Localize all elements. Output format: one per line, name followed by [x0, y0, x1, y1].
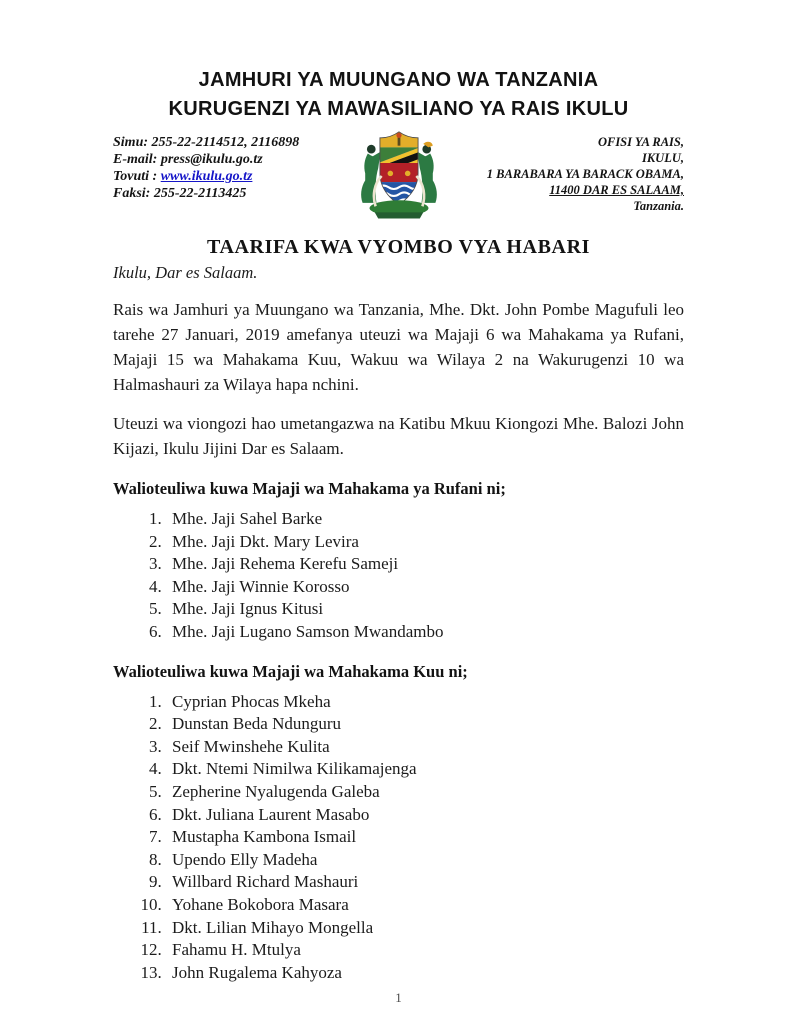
contact-phone: Simu: 255-22-2114512, 2116898 — [113, 135, 300, 150]
paragraph-announcement: Rais wa Jamhuri ya Muungano wa Tanzania, Mhe. Dkt. John Pombe Magufuli leo tarehe 27 Januari, 2019 amefanya uteuzi wa Majaji 6 wa Mahakama ya Rufani, Majaji 15 wa Mahakama Kuu, Wakuu wa Wilaya 2 na Wakurugenzi 10 wa Halmashauri za Wilaya hapa nchini. — [113, 300, 684, 394]
address-line: 1 BARABARA YA BARACK OBAMA, — [486, 167, 684, 181]
contact-email: E-mail: press@ikulu.go.tz — [113, 152, 263, 167]
page-footer — [113, 990, 684, 1006]
org-title-line2: KURUGENZI YA MAWASILIANO YA RAIS IKULU — [168, 98, 629, 120]
list-item: 4. Mhe. Jaji Winnie Korosso — [166, 576, 684, 599]
list-item: 6. Dkt. Juliana Laurent Masabo — [166, 804, 684, 827]
paragraph-spokesperson: Uteuzi wa viongozi hao umetangazwa na Katibu Mkuu Kiongozi Mhe. Balozi John Kijazi, Ikulu Jijini Dar es Salaam. — [113, 414, 684, 458]
list-item: 7. Mustapha Kambona Ismail — [166, 826, 684, 849]
address-line: OFISI YA RAIS, — [597, 135, 684, 149]
list-item: 9. Willbard Richard Mashauri — [166, 871, 684, 894]
crest-container — [343, 128, 455, 224]
list-item: 8. Upendo Elly Madeha — [166, 849, 684, 872]
contact-website-label: Tovuti : — [113, 169, 161, 184]
address-line: IKULU, — [641, 151, 684, 165]
address-line-postal: 11400 DAR ES SALAAM, — [549, 183, 684, 197]
list-item: 5. Mhe. Jaji Ignus Kitusi — [166, 598, 684, 621]
press-release-body — [113, 236, 684, 984]
list-item: 11. Dkt. Lilian Mihayo Mongella — [166, 917, 684, 940]
list-item: 12. Fahamu H. Mtulya — [166, 939, 684, 962]
org-title-line1: JAMHURI YA MUUNGANO WA TANZANIA — [198, 69, 599, 91]
appointee-list-kuu — [113, 691, 684, 985]
list-item: 2. Dunstan Beda Ndunguru — [166, 713, 684, 736]
list-item: 4. Dkt. Ntemi Nimilwa Kilikamajenga — [166, 758, 684, 781]
list-item: 3. Mhe. Jaji Rehema Kerefu Sameji — [166, 553, 684, 576]
list-item: 3. Seif Mwinshehe Kulita — [166, 736, 684, 759]
list-item: 6. Mhe. Jaji Lugano Samson Mwandambo — [166, 621, 684, 644]
website-link[interactable]: www.ikulu.go.tz — [160, 169, 253, 184]
document-title: TAARIFA KWA VYOMBO VYA HABARI — [206, 236, 590, 258]
contact-website-line — [113, 168, 343, 185]
contact-fax: Faksi: 255-22-2113425 — [113, 186, 247, 201]
list-item: 1. Mhe. Jaji Sahel Barke — [166, 508, 684, 531]
appointee-list-rufani — [113, 508, 684, 644]
page-number: 1 — [395, 990, 402, 1006]
address-line-country: Tanzania. — [633, 199, 684, 213]
address-block — [455, 134, 685, 214]
list-item: 2. Mhe. Jaji Dkt. Mary Levira — [166, 531, 684, 554]
contact-block — [113, 134, 343, 202]
letterhead — [113, 66, 684, 224]
list-item: 1. Cyprian Phocas Mkeha — [166, 691, 684, 714]
section-heading-kuu: Walioteuliwa kuwa Majaji wa Mahakama Kuu ni; — [113, 661, 468, 681]
masthead-row — [113, 134, 684, 224]
list-item: 13. John Rugalema Kahyoza — [166, 962, 684, 985]
tanzania-coat-of-arms-icon — [347, 128, 451, 224]
section-heading-rufani: Walioteuliwa kuwa Majaji wa Mahakama ya Rufani ni; — [113, 479, 506, 498]
list-item: 10. Yohane Bokobora Masara — [166, 894, 684, 917]
dateline: Ikulu, Dar es Salaam. — [113, 263, 258, 282]
list-item: 5. Zepherine Nyalugenda Galeba — [166, 781, 684, 804]
